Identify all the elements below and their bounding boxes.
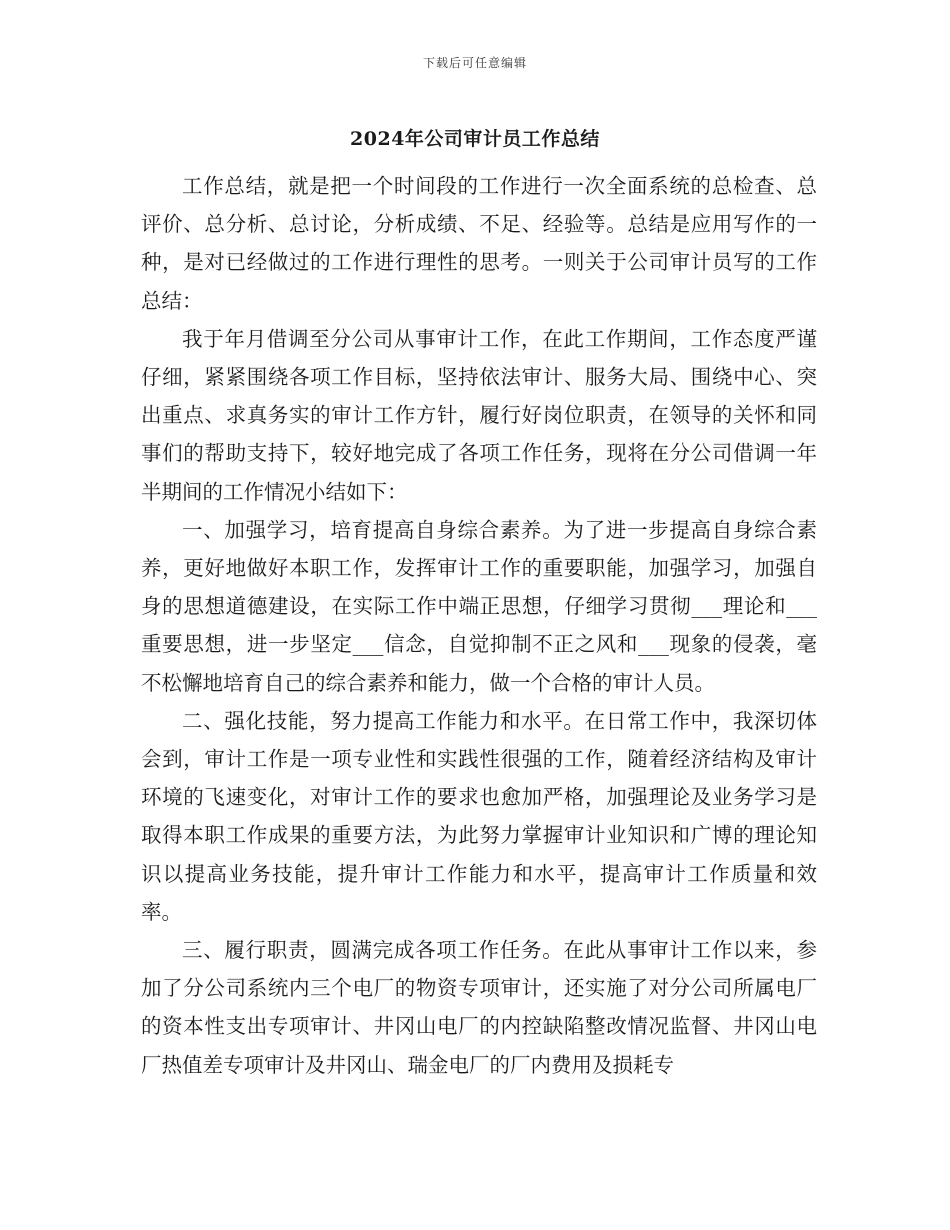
- paragraph-section-2: 二、强化技能，努力提高工作能力和水平。在日常工作中，我深切体会到，审计工作是一项专业性和实践性很强的工作，随着经济结构及审计环境的飞速变化，对审计工作的要求也愈加严格，加强理论及业务学习是取得本职工作成果的重要方法，为此努力掌握审计业知识和广博的理论知识以提高业务技能，提升审计工作能力和水平，提高审计工作质量和效率。: [141, 708, 817, 924]
- paragraph-section-3: 三、履行职责，圆满完成各项工作任务。在此从事审计工作以来，参加了分公司系统内三个电厂的物资专项审计，还实施了对分公司所属电厂的资本性支出专项审计、井冈山电厂的内控缺陷整改情况监督、井冈山电厂热值差专项审计及井冈山、瑞金电厂的厂内费用及损耗专: [141, 938, 817, 1077]
- document-body: [141, 167, 817, 1084]
- paragraph-overview: 我于年月借调至分公司从事审计工作，在此工作期间，工作态度严谨仔细，紧紧围绕各项工作目标，坚持依法审计、服务大局、围绕中心、突出重点、求真务实的审计工作方针，履行好岗位职责，在领导的关怀和同事们的帮助支持下，较好地完成了各项工作任务，现将在分公司借调一年半期间的工作情况小结如下：: [141, 326, 817, 504]
- paragraph-intro: 工作总结，就是把一个时间段的工作进行一次全面系统的总检查、总评价、总分析、总讨论，分析成绩、不足、经验等。总结是应用写作的一种，是对已经做过的工作进行理性的思考。一则关于公司审计员写的工作总结：: [141, 174, 817, 313]
- header-note: 下载后可任意编辑: [422, 56, 527, 70]
- paragraph-section-1: 一、加强学习，培育提高自身综合素养。为了进一步提高自身综合素养，更好地做好本职工作，发挥审计工作的重要职能，加强学习，加强自身的思想道德建设，在实际工作中端正思想，仔细学习贯彻___理论和___重要思想，进一步坚定___信念，自觉抑制不正之风和___现象的侵袭，毫不松懈地培育自己的综合素养和能力，做一个合格的审计人员。: [141, 517, 817, 695]
- document-title: 2024年公司审计员工作总结: [350, 128, 600, 150]
